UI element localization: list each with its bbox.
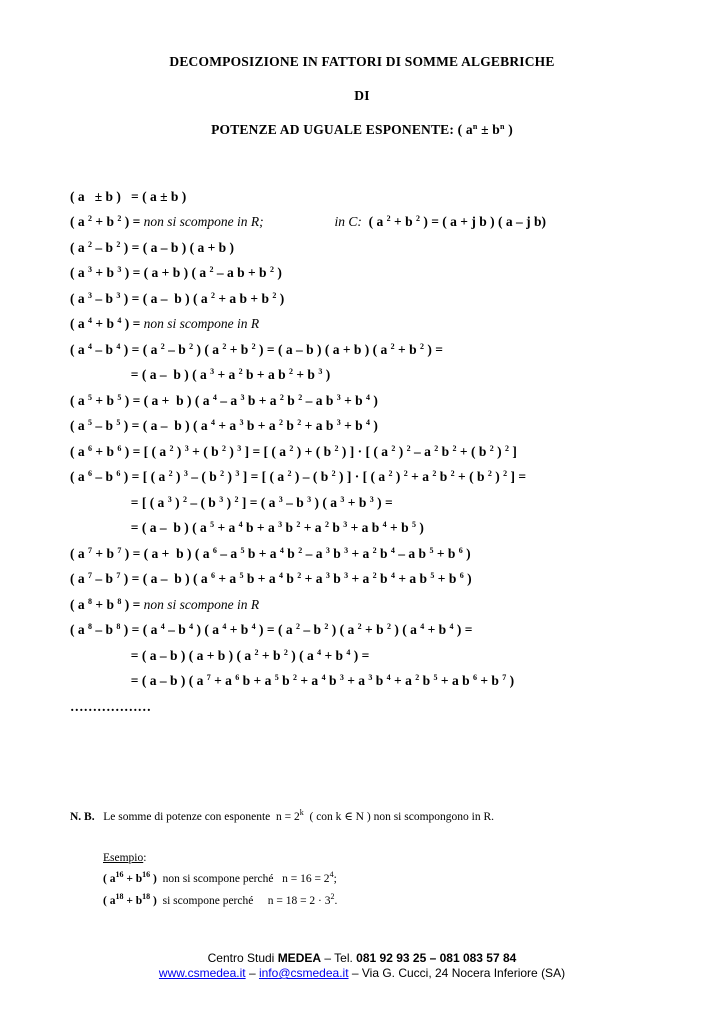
equation-exponent: 4 [251,622,256,631]
equation-exponent: 2 [406,444,411,453]
equation-exponent: 3 [184,444,189,453]
equation-exponent: 2 [391,444,396,453]
equation-exponent: 2 [220,469,225,478]
equation-exponent: 5 [88,393,92,402]
equation-exponent: 3 [325,571,330,580]
equation-exponent: 7 [206,673,211,682]
equation-exponent: 2 [209,265,214,274]
email-link[interactable]: info@csmedea.it [258,966,349,980]
equation-exponent: 2 [324,520,329,529]
equation-exponent: 3 [116,291,121,300]
equation-exponent: 4 [117,316,122,325]
equation-exponent: 2 [251,342,256,351]
footer-tel-label: – Tel. [321,951,357,965]
equation-exponent: 2 [222,342,227,351]
equation-exponent: 7 [88,571,92,580]
equation-exponent: 2 [434,444,439,453]
title-line-3-suffix: ) [504,122,513,137]
equation-exponent: 2 [234,495,239,504]
example-1-prefix: ( a [103,873,116,885]
equation-exponent: 2 [334,444,339,453]
equation-exponent: 2 [390,342,395,351]
equation-line: ( a $^4$ + b $^4$ ) = non si scompone in R [70,316,260,331]
equation-line: ( a $^6$ – b $^6$ ) = [ ( a $^2$ ) $^3$ – ( b $^2$ ) $^3$ ] = [ ( a $^2$ ) – ( b $^2$ ) ] · [ ( a $^2$ ) $^2$ + a $^2$ b $^2$ + ( b $^2$ ) $^2$ ] = [70,469,527,484]
equation-exponent: 2 [168,469,173,478]
equation-exponent: 3 [239,418,244,427]
equation-exponent: 6 [458,546,463,555]
equation-exponent: 6 [212,546,217,555]
equation-exponent: 5 [433,673,438,682]
title-line-2: DI [354,88,370,103]
equation-exponent: 2 [182,495,187,504]
equation-exponent: 2 [432,469,437,478]
equation-exponent: 2 [372,546,377,555]
example-1-exp-b: 16 [142,870,151,879]
equation-line: ( a $^7$ + b $^7$ ) = ( a + b ) ( a $^6$ – a $^5$ b + a $^4$ b $^2$ – a $^3$ b $^3$ + a $^2$ b $^4$ – a b $^5$ + b $^6$ ) [70,546,471,561]
equation-exponent: 4 [88,316,92,325]
title-line-1: DECOMPOSIZIONE IN FATTORI DI SOMME ALGEBRICHE [169,54,555,69]
equation-exponent: 7 [88,546,92,555]
equation-exponent: 4 [321,673,326,682]
equation-exponent: 2 [221,444,226,453]
equation-exponent: 2 [160,342,165,351]
equation-exponent: 3 [344,571,349,580]
equation-line: = ( a – b ) ( a $^3$ + a $^2$ b + a b $^2$ + b $^3$ ) [70,367,331,382]
equation-line: ……………… [70,699,151,714]
website-link[interactable]: www.csmedea.it [158,966,246,980]
equation-exponent: 4 [366,418,371,427]
equation-exponent: 3 [336,418,341,427]
equation-exponent: 2 [283,648,288,657]
example-heading-colon: : [143,852,147,864]
title-line-3-mid: ± b [477,122,500,137]
equation-exponent: 2 [388,469,393,478]
equation-line: ( a $^4$ – b $^4$ ) = ( a $^2$ – b $^2$ ) ( a $^2$ + b $^2$ ) = ( a – b ) ( a + b ) ( a $^2$ + b $^2$ ) = [70,342,443,357]
equation-exponent: 3 [343,520,348,529]
equation-exponent: 3 [219,495,224,504]
equation-exponent: 2 [403,469,408,478]
equation-exponent: 2 [117,214,122,223]
equation-italic-text: non si scompone in R; [143,214,264,229]
equation-exponent: 5 [430,571,435,580]
note-text-before: Le somme di potenze con esponente n = 2 [94,811,300,823]
equation-exponent: 4 [116,342,121,351]
equation-exponent: 2 [296,520,301,529]
equation-exponent: 4 [366,393,371,402]
equation-exponent: 2 [210,291,215,300]
equation-exponent: 2 [415,214,420,223]
footer-sep: – [245,966,259,980]
title-exponent-2: n [500,122,505,131]
equation-line: ( a $^3$ + b $^3$ ) = ( a + b ) ( a $^2$ – a b + b $^2$ ) [70,265,282,280]
equation-exponent: 7 [117,546,122,555]
equation-exponent: 6 [116,469,121,478]
equation-exponent: 3 [344,546,349,555]
equation-exponent: 6 [459,571,464,580]
equation-line: = ( a – b ) ( a $^5$ + a $^4$ b + a $^3$ b $^2$ + a $^2$ b $^3$ + a b $^4$ + b $^5$ ) [70,520,424,535]
example-2-prefix: ( a [103,895,116,907]
equation-exponent: 6 [88,444,92,453]
footer-tel-1: 081 92 93 25 [356,951,427,965]
equation-exponent: 2 [88,240,92,249]
equation-exponent: 8 [88,597,92,606]
equation-exponent: 3 [240,393,245,402]
equation-exponent: 3 [117,265,122,274]
equation-exponent: 4 [88,342,92,351]
equation-exponent: 2 [450,469,455,478]
equation-exponent: 4 [390,571,395,580]
footer-tel-2: 081 083 57 84 [439,951,517,965]
equation-exponent: 2 [292,673,297,682]
equation-exponent: 4 [317,648,322,657]
equation-exponent: 3 [336,393,341,402]
title-line-3-prefix: POTENZE AD UGUALE ESPONENTE: ( a [211,122,473,137]
footer-street: – Via G. Cucci, 24 Nocera Inferiore (SA) [348,966,566,980]
equation-line: ( a $^2$ + b $^2$ ) = non si scompone in R; in C: ( a $^2$ + b $^2$ ) = ( a + j b ) ( a – j b) [70,214,546,229]
equation-exponent: 3 [318,367,323,376]
footer-tel-sep: – [426,951,440,965]
equation-exponent: 2 [297,418,302,427]
footer-brand: MEDEA [277,951,322,965]
title-exponent-1: n [472,122,478,131]
equation-exponent: 5 [239,571,244,580]
equation-exponent: 6 [117,444,122,453]
footer-address [0,966,724,980]
title-line-3 [0,122,724,138]
equation-exponent: 5 [274,673,279,682]
example-1-suffix: ) [150,873,157,885]
equation-exponent: 4 [449,622,454,631]
equation-exponent: 4 [382,520,387,529]
equation-italic-text: non si scompone in R [143,597,260,612]
equation-exponent: 8 [116,622,121,631]
equation-exponent: 6 [235,673,240,682]
equation-exponent: 2 [287,469,292,478]
equation-exponent: 3 [88,291,92,300]
equation-exponent: 8 [88,622,92,631]
equation-exponent: 2 [238,367,243,376]
equation-line: ( a $^2$ – b $^2$ ) = ( a – b ) ( a + b ) [70,240,235,255]
equation-exponent: 3 [210,367,215,376]
equation-exponent: 4 [420,622,425,631]
example-line-2 [103,892,338,907]
equation-line: ( a $^5$ + b $^5$ ) = ( a + b ) ( a $^4$ – a $^3$ b + a $^2$ b $^2$ – a b $^3$ + b $^4$ ) [70,393,378,408]
example-2-suffix: ) [150,895,157,907]
equation-exponent: 3 [237,444,242,453]
equation-exponent: 5 [116,418,121,427]
equation-italic-text: non si scompone in R [143,316,260,331]
equation-exponent: 3 [167,495,172,504]
equation-exponent: 4 [222,622,227,631]
equation-exponent: 2 [288,367,293,376]
equation-exponent: 2 [452,444,457,453]
note-exponent: k [299,808,304,817]
example-2-mid: + b [123,895,143,907]
equation-exponent: 3 [183,469,188,478]
equation-line: ( a $^7$ – b $^7$ ) = ( a – b ) ( a $^6$ + a $^5$ b + a $^4$ b $^2$ + a $^3$ b $^3$ + a $^2$ b $^4$ + a b $^5$ + b $^6$ ) [70,571,472,586]
note-text-after: ( con k ∈ N ) non si scompongono in R. [303,811,495,823]
equation-exponent: 5 [88,418,92,427]
equation-line: ( a $^8$ – b $^8$ ) = ( a $^4$ – b $^4$ ) ( a $^4$ + b $^4$ ) = ( a $^2$ – b $^2$ ) ( a $^2$ + b $^2$ ) ( a $^4$ + b $^4$ ) = [70,622,473,637]
equation-exponent: 3 [339,673,344,682]
equation-line: ( a $^5$ – b $^5$ ) = ( a – b ) ( a $^4$ + a $^3$ b + a $^2$ b $^2$ + a b $^3$ + b $^4$ ) [70,418,378,433]
example-1-exp: 4 [329,870,334,879]
equation-line: ( a ± b ) = ( a ± b ) [70,189,187,204]
equation-exponent: 5 [117,393,122,402]
equation-exponent: 4 [212,393,217,402]
equation-exponent: 2 [489,444,494,453]
footer-prefix: Centro Studi [207,951,278,965]
equation-exponent: 2 [297,571,302,580]
equation-line: ( a $^8$ + b $^8$ ) = non si scompone in R [70,597,260,612]
equation-exponent: 2 [357,622,362,631]
example-2-exp-b: 18 [142,892,151,901]
example-1-end: ; [333,873,337,885]
equation-exponent: 7 [502,673,507,682]
equation-exponent: 2 [386,214,391,223]
equation-exponent: 3 [307,495,312,504]
example-heading-text: Esempio [103,852,144,864]
equation-exponent: 3 [235,469,240,478]
example-line-1 [103,870,337,885]
equation-exponent: 3 [88,265,92,274]
equation-exponent: 4 [279,546,284,555]
equation-exponent: 3 [340,495,345,504]
equation-exponent: 6 [88,469,92,478]
equation-exponent: 2 [272,291,277,300]
equation-exponent: 2 [254,648,259,657]
equation-italic-text: in C: [334,214,362,229]
equation-exponent: 8 [117,597,122,606]
equation-line: = [ ( a $^3$ ) $^2$ – ( b $^3$ ) $^2$ ] = ( a $^3$ – b $^3$ ) ( a $^3$ + b $^3$ ) = [70,495,393,510]
note-label: N. B. [70,811,95,823]
equation-exponent: 2 [169,444,174,453]
equation-exponent: 2 [324,622,329,631]
equation-line: ( a $^3$ – b $^3$ ) = ( a – b ) ( a $^2$ + a b + b $^2$ ) [70,291,285,306]
example-2-text: si scompone perché n = 18 = 2 · 3 [156,895,331,907]
equation-exponent: 4 [386,673,391,682]
equation-exponent: 4 [390,546,395,555]
equation-exponent: 3 [369,495,374,504]
equation-exponent: 2 [415,673,420,682]
equation-exponent: 2 [289,444,294,453]
equation-exponent: 2 [298,546,303,555]
equation-line: = ( a – b ) ( a $^7$ + a $^6$ b + a $^5$ b $^2$ + a $^4$ b $^3$ + a $^3$ b $^4$ + a $^2$ b $^5$ + a b $^6$ + b $^7$ ) [70,673,515,688]
equation-exponent: 4 [210,418,215,427]
equation-exponent: 2 [386,622,391,631]
equation-exponent: 4 [238,520,243,529]
equation-exponent: 2 [372,571,377,580]
equation-exponent: 6 [472,673,477,682]
equation-exponent: 2 [269,265,274,274]
equation-exponent: 2 [504,444,509,453]
example-heading [103,852,146,864]
equation-exponent: 2 [298,393,303,402]
equation-exponent: 2 [88,214,92,223]
equation-exponent: 2 [420,342,424,351]
example-2-exp: 2 [330,892,335,901]
equation-exponent: 4 [160,622,165,631]
example-1-text: non si scompone perché n = 16 = 2 [156,873,330,885]
equation-exponent: 4 [189,622,194,631]
example-2-end: . [334,895,338,907]
equation-exponent: 7 [116,571,121,580]
equation-exponent: 2 [278,418,283,427]
equation-exponent: 5 [240,546,245,555]
equation-exponent: 4 [278,571,283,580]
equation-line: = ( a – b ) ( a + b ) ( a $^2$ + b $^2$ ) ( a $^4$ + b $^4$ ) = [70,648,370,663]
equation-exponent: 2 [487,469,492,478]
example-1-mid: + b [123,873,143,885]
equation-exponent: 3 [278,495,283,504]
equation-exponent: 3 [368,673,373,682]
equation-exponent: 2 [503,469,508,478]
equation-exponent: 4 [346,648,351,657]
footer-contact [0,951,724,965]
example-2-exp-a: 18 [115,892,124,901]
equation-exponent: 2 [295,622,300,631]
equation-exponent: 2 [189,342,194,351]
example-1-exp-a: 16 [115,870,124,879]
equation-exponent: 2 [331,469,336,478]
equation-exponent: 6 [210,571,215,580]
equation-exponent: 3 [325,546,330,555]
equation-exponent: 5 [411,520,416,529]
equation-exponent: 3 [278,520,283,529]
equation-exponent: 5 [210,520,215,529]
equation-exponent: 2 [116,240,121,249]
equation-exponent: 5 [429,546,434,555]
equation-exponent: 2 [279,393,284,402]
equation-line: ( a $^6$ + b $^6$ ) = [ ( a $^2$ ) $^3$ + ( b $^2$ ) $^3$ ] = [ ( a $^2$ ) + ( b $^2$ ) ] · [ ( a $^2$ ) $^2$ – a $^2$ b $^2$ + ( b $^2$ ) $^2$ ] [70,444,517,459]
note-line [70,809,494,823]
